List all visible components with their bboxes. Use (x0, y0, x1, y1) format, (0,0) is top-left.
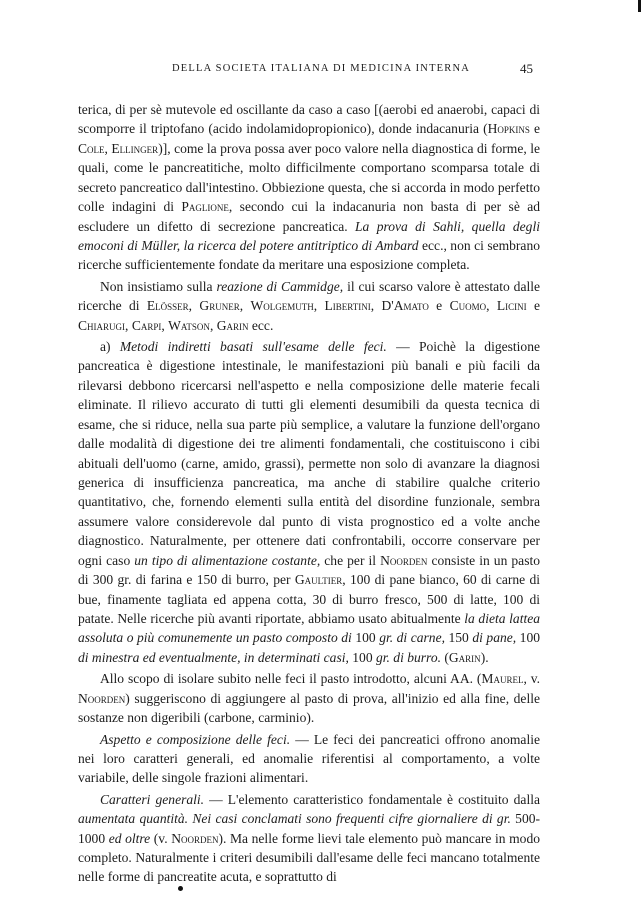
text-run: 100 (351, 630, 380, 646)
text-run: e (529, 121, 540, 137)
author-name: Wolgemuth (250, 298, 314, 314)
text-run: — L'elemento caratteristico fondamentale è costituito dalla (204, 791, 540, 807)
text-run: ). (480, 649, 489, 665)
text-run: e (428, 298, 450, 314)
text-run: che per il (320, 552, 381, 568)
paragraph (78, 730, 540, 788)
italic-run: Caratteri generali. (100, 791, 205, 807)
italic-run: gr. di burro. (375, 649, 441, 665)
text-run: ). Ma nelle forme lievi tale elemento può mancare in modo completo. Naturalmente i criteri desumibili dall'esame delle feci mancano totalmente nelle forme di pancreatite acuta, e soprattutto di (78, 830, 540, 885)
author-name: Ellinger (111, 140, 159, 156)
text-run: , secondo cui la indacanuria non basta di per sè ad escludere un difetto di secrezione pancreatica. (78, 199, 541, 234)
author-name: Paglione (181, 199, 229, 215)
text-run: consiste in un pasto di 300 gr. di farina e 150 di burro, per (78, 552, 540, 588)
text-run: Allo scopo di isolare subito nelle feci il pasto introdotto, alcuni AA. ( (100, 671, 482, 687)
italic-run: la dieta lattea assoluta o più comunemente un pasto composto di (78, 610, 541, 646)
text-run: )], come la prova possa aver poco valore nella diagnostica di forme, le quali, come le pancreatitiche, molto difficilmente comportano scomparsa totale di secreto pancreatico dall'intestino. Obbiezione questa, che si accorda in modo perfetto colle indagini di (78, 140, 540, 215)
author-name: Garin (216, 317, 249, 333)
author-name: Libertini (324, 298, 371, 314)
text-run: ecc. (248, 317, 274, 333)
running-header (0, 63, 641, 81)
text-run: , (125, 317, 132, 333)
italic-run: Metodi indiretti basati sull'esame delle feci. (119, 339, 387, 355)
text-run: ( (440, 649, 449, 665)
paragraph (78, 100, 540, 275)
author-name: Watson (168, 317, 210, 333)
text-run: 100 (348, 649, 376, 665)
text-run: ecc., non ci sembrano ricerche sufficientemente fondate da meritare una esposizione completa. (78, 237, 540, 273)
italic-run: reazione di Cammidge, (216, 278, 344, 294)
author-name: Noorden (380, 552, 428, 568)
author-name: Cuomo (449, 298, 487, 314)
text-run: terica, di per sè mutevole ed oscillante da caso a caso [(aerobi ed anaerobi, capaci di scomporre il triptofano (acido indolamidopropionico), donde indacanuria ( (78, 102, 540, 137)
italic-run: Nei casi conclamati sono frequenti cifre giornaliere di gr. (192, 811, 511, 827)
text-run: , (209, 317, 217, 333)
author-name: Noorden (171, 830, 219, 846)
text-run: — Poichè la digestione pancreatica è digestione intestinale, le manifestazioni più banali e più facili da rilevarsi debbono ricercarsi nell'aspetto e nella composizione delle materie fecali eliminate. Il rilievo accurato di tutti gli elementi desumibili da questa tecnica di esame, che si riduce, nella sua parte più semplice, a valutare la funzione dell'organo dalle modalità di digestione dei tre alimenti fondamentali, che costituiscono i cibi abituali dell'uomo (carne, amido, grassi), permette non solo di avanzare la diagnosi generica di insufficienza pancreatica, ma anche di stabilire qualche criterio quantitativo, che, fornendo elementi sulla entità del disordine funzionale, sembra assumere valore considerevole dal punto di vista prognostico ed a volte anche diagnostico. Naturalmente, per ottenere dati confrontabili, occorre conservare per ogni caso (78, 339, 540, 568)
author-name: Cole (78, 140, 105, 156)
text-run: , (161, 317, 169, 333)
author-name: Gruner (199, 298, 240, 314)
paragraph (78, 337, 540, 667)
text-run: 500-1000 (78, 811, 541, 846)
text-run: , (104, 140, 112, 156)
scan-dot (178, 886, 183, 891)
author-name: Maurel (481, 671, 524, 687)
text-run: (v. (150, 830, 172, 846)
paragraph (78, 277, 540, 335)
author-name: Gaultier (294, 572, 343, 588)
author-name: Licini (496, 298, 527, 314)
italic-run: La prova di Sahli, quella degli emoconi di Müller, la ricerca del potere antitriptico di Ambard (78, 218, 540, 253)
text-run: Non insistiamo sulla (100, 278, 217, 294)
author-name: Garin (448, 649, 481, 665)
italic-run: di minestra ed eventualmente, in determinati casi, (78, 649, 349, 665)
text-run: , v. (523, 671, 540, 687)
paragraph (78, 790, 540, 887)
italic-run: Aspetto e composizione delle feci. (100, 731, 291, 747)
text-run: , (313, 298, 325, 314)
text-run: e (526, 298, 541, 314)
page-number: 45 (520, 61, 533, 76)
text-run: 150 (444, 630, 473, 646)
text-run: ) suggeriscono di aggiungere al pasto di prova, all'inizio ed alla fine, delle sostanze non digeribili (carbone, carminio). (78, 690, 540, 726)
text-run: , (370, 298, 382, 314)
italic-run: gr. di carne, (379, 630, 445, 646)
text-run: , (239, 298, 251, 314)
text-run: — Le feci dei pancreatici offrono anomalie nei loro caratteri generali, ed anomalie riferentisi al comportamento, a volte variabile, delle singole frazioni alimentari. (78, 731, 540, 786)
running-header-title: DELLA SOCIETA ITALIANA DI MEDICINA INTERNA (172, 63, 471, 74)
italic-run: ed oltre (108, 830, 151, 846)
author-name: Noorden (78, 690, 126, 706)
text-run: , (188, 298, 200, 314)
text-run: , 100 di pane bianco, 60 di carne di bue, finamente tagliata ed appena cotta, 30 di burro fresco, 500 di latte, 100 di patate. Nelle ricerche più avanti riportate, abbiamo usato abitualmente (78, 572, 540, 626)
author-name: Chiarugi (78, 317, 126, 333)
author-name: Hopkins (487, 121, 530, 137)
text-run: il cui scarso valore è attestato dalle ricerche di (78, 278, 540, 314)
italic-run: di pane, (472, 630, 517, 646)
text-run: , (486, 298, 497, 314)
body-text (78, 100, 540, 887)
author-name: D'Amato (381, 298, 429, 314)
text-run: a) (100, 339, 120, 355)
text-run: 100 (516, 630, 541, 646)
italic-run: aumentata quantità. (78, 811, 189, 827)
author-name: Elösser (146, 298, 189, 314)
paragraph (78, 669, 540, 727)
italic-run: un tipo di alimentazione costante, (134, 552, 321, 568)
author-name: Carpi (131, 317, 162, 333)
